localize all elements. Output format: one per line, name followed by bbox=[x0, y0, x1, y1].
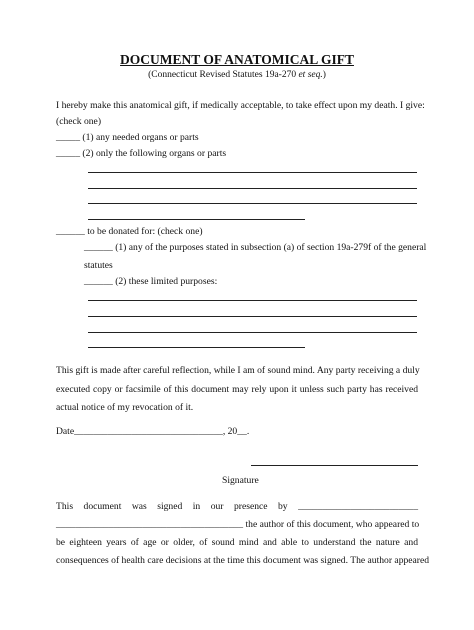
date-line bbox=[56, 426, 249, 437]
donation-label: to be donated for: (check one) bbox=[87, 226, 203, 237]
purpose-2 bbox=[84, 276, 217, 287]
witness-line-4: consequences of health care decisions at the time this document was signed. The author appeared bbox=[56, 555, 430, 566]
option-2-checkbox-blank[interactable]: _____ bbox=[56, 148, 80, 159]
organs-line-4[interactable] bbox=[88, 219, 305, 220]
date-sep: , 20 bbox=[222, 426, 238, 437]
reflection-line-1: This gift is made after careful reflection, while I am of sound mind. Any party receiving a duly bbox=[56, 365, 420, 376]
signature-line[interactable] bbox=[251, 465, 418, 466]
author-name-blank-2[interactable]: _______________________________________ bbox=[56, 519, 244, 530]
organs-line-3[interactable] bbox=[88, 203, 417, 204]
witness-line-2-text: the author of this document, who appeared to bbox=[243, 519, 420, 530]
option-1 bbox=[56, 132, 199, 143]
purposes-line-3[interactable] bbox=[88, 332, 417, 333]
organs-line-2[interactable] bbox=[88, 188, 417, 189]
purpose-1-label: (1) any of the purposes stated in subsection (a) of section 19a-279f of the general bbox=[115, 242, 427, 253]
purpose-1-continued: statutes bbox=[84, 260, 113, 271]
option-2-label: (2) only the following organs or parts bbox=[82, 148, 227, 159]
option-1-checkbox-blank[interactable]: _____ bbox=[56, 132, 80, 143]
purpose-2-checkbox-blank[interactable]: ______ bbox=[84, 276, 113, 287]
year-blank[interactable]: __ bbox=[237, 426, 247, 437]
donation-checkbox-blank[interactable]: ______ bbox=[56, 226, 85, 237]
purpose-1-checkbox-blank[interactable]: ______ bbox=[84, 242, 113, 253]
reflection-line-2: executed copy or facsimile of this document may rely upon it unless such party has received bbox=[56, 384, 418, 395]
witness-line-3: be eighteen years of age or older, of sound mind and able to understand the nature and bbox=[56, 537, 418, 548]
document-title: DOCUMENT OF ANATOMICAL GIFT bbox=[120, 52, 354, 67]
subtitle-main: (Connecticut Revised Statutes 19a-270 bbox=[148, 70, 299, 80]
option-2 bbox=[56, 148, 226, 159]
subtitle-end: ) bbox=[322, 70, 326, 80]
witness-line-1 bbox=[56, 501, 418, 512]
organs-line-1[interactable] bbox=[88, 172, 417, 173]
witness-line-1-text: This document was signed in our presence by bbox=[56, 501, 288, 512]
purposes-line-1[interactable] bbox=[88, 300, 417, 301]
purpose-1 bbox=[84, 242, 426, 253]
purposes-line-2[interactable] bbox=[88, 316, 417, 317]
date-blank[interactable]: _______________________________ bbox=[74, 426, 223, 437]
date-end: . bbox=[246, 426, 250, 437]
purposes-line-4[interactable] bbox=[88, 347, 305, 348]
reflection-line-3: actual notice of my revocation of it. bbox=[56, 402, 194, 413]
witness-line-2 bbox=[56, 519, 418, 530]
option-1-label: (1) any needed organs or parts bbox=[82, 132, 199, 143]
purpose-2-label: (2) these limited purposes: bbox=[115, 276, 218, 287]
intro-line-2: (check one) bbox=[56, 116, 102, 127]
subtitle-italic: et seq. bbox=[298, 70, 323, 80]
signature-label: Signature bbox=[222, 475, 259, 486]
donation-line bbox=[56, 226, 203, 237]
intro-line-1: I hereby make this anatomical gift, if medically acceptable, to take effect upon my death. I give: bbox=[56, 100, 425, 111]
date-label: Date bbox=[56, 426, 75, 437]
author-name-blank[interactable]: _________________________ bbox=[298, 501, 418, 512]
document-subtitle bbox=[0, 70, 474, 80]
